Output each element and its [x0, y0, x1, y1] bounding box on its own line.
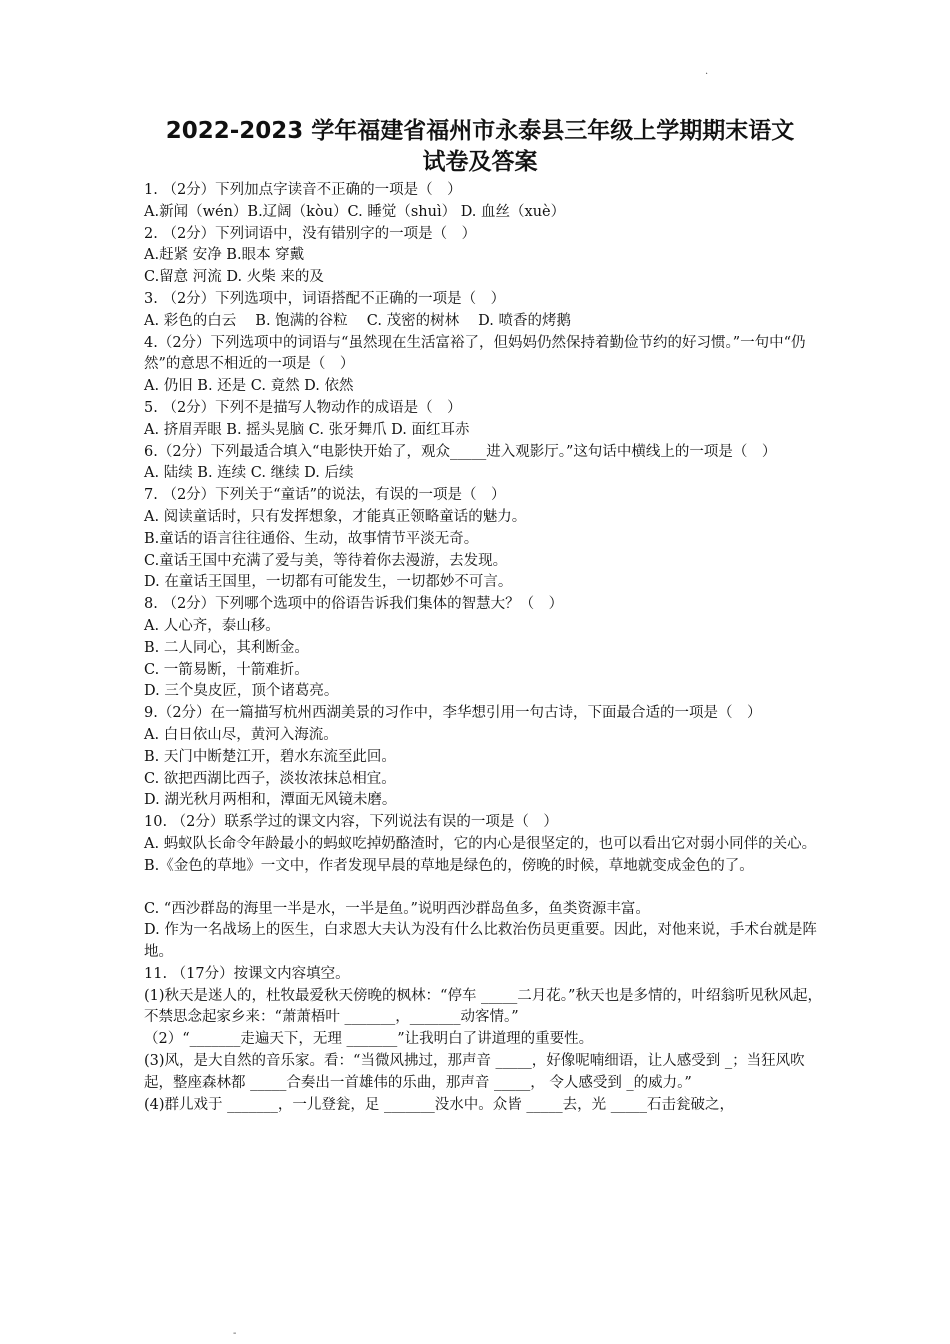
- question-11-part-4: (4)群儿戏于 _______，一儿登瓮，足 _______没水中。众皆 _____去，光 _____石击瓮破之，: [144, 1096, 734, 1113]
- question-1: 1. （2分）下列加点字读音不正确的一项是（ ）: [144, 182, 462, 198]
- top-page-mark: .: [705, 66, 709, 77]
- question-2-options-ab: A.赶紧 安净 B.眼本 穿戴: [144, 247, 305, 264]
- question-9-option-b: B. 天门中断楚江开，碧水东流至此回。: [144, 748, 396, 765]
- question-10-option-b: B.《金色的草地》一文中，作者发现早晨的草地是绿色的，傍晚的时候，草地就变成金色的了。: [144, 857, 754, 874]
- question-10: 10. （2分）联系学过的课文内容，下列说法有误的一项是（ ）: [144, 814, 558, 831]
- question-9-option-a: A. 白日依山尽，黄河入海流。: [144, 726, 338, 743]
- question-8-option-c: C. 一箭易断，十箭难折。: [144, 661, 309, 678]
- question-10-option-c: C. “西沙群岛的海里一半是水，一半是鱼。”说明西沙群岛鱼多，鱼类资源丰富。: [144, 900, 650, 917]
- question-2-options-cd: C.留意 河流 D. 火柴 来的及: [144, 269, 324, 286]
- question-8: 8. （2分）下列哪个选项中的俗语告诉我们集体的智慧大？（ ）: [144, 596, 564, 613]
- question-3: 3. （2分）下列选项中，词语搭配不正确的一项是（ ）: [144, 290, 506, 307]
- title-line-1: 2022-2023 学年福建省福州市永泰县三年级上学期期末语文: [165, 118, 795, 144]
- question-7: 7. （2分）下列关于“童话”的说法，有误的一项是（ ）: [144, 487, 506, 504]
- question-5: 5. （2分）下列不是描写人物动作的成语是（ ）: [144, 399, 462, 416]
- question-7-option-d: D. 在童话王国里，一切都有可能发生，一切都妙不可言。: [144, 574, 513, 591]
- question-7-option-b: B.童话的语言往往通俗、生动，故事情节平淡无奇。: [144, 530, 479, 547]
- document-title: [130, 116, 830, 178]
- question-list: [144, 180, 824, 1116]
- question-8-option-a: A. 人心齐，泰山移。: [144, 617, 280, 634]
- question-11-part-1: (1)秋天是迷人的，杜牧最爱秋天傍晚的枫林：“停车 _____二月花。”秋天也是多情的，叶绍翁听见秋风起，不禁思念起家乡来：“萧萧梧叶 _______，_______动客情。”: [144, 987, 822, 1026]
- question-5-options: A. 挤眉弄眼 B. 摇头晃脑 C. 张牙舞爪 D. 面红耳赤: [144, 421, 470, 438]
- question-6: 6.（2分）下列最适合填入“电影快开始了，观众_____进入观影厅。”这句话中横线上的一项是（ ）: [144, 443, 777, 460]
- question-3-options: A. 彩色的白云 B. 饱满的谷粒 C. 茂密的树林 D. 喷香的烤鹅: [144, 312, 572, 329]
- question-8-option-b: B. 二人同心，其利断金。: [144, 639, 309, 656]
- question-11-part-2: （2）“_______走遍天下，无理 _______”让我明白了讲道理的重要性。: [144, 1031, 594, 1048]
- question-7-option-c: C.童话王国中充满了爱与美，等待着你去漫游，去发现。: [144, 552, 508, 569]
- question-9-option-c: C. 欲把西湖比西子，淡妆浓抹总相宜。: [144, 770, 396, 787]
- question-9: 9.（2分）在一篇描写杭州西湖美景的习作中，李华想引用一句古诗，下面最合适的一项是（ ）: [144, 705, 762, 722]
- blank-line: [144, 878, 824, 899]
- question-8-option-d: D. 三个臭皮匠，顶个诸葛亮。: [144, 683, 339, 700]
- question-1-options: A.新闻（wén）B.辽阔（kòu）C. 睡觉（shuì） D. 血丝（xuè）: [144, 203, 566, 220]
- title-line-2: 试卷及答案: [422, 149, 538, 175]
- question-7-option-a: A. 阅读童话时，只有发挥想象，才能真正领略童话的魅力。: [144, 508, 527, 525]
- question-11-part-3: (3)风，是大自然的音乐家。看：“当微风拂过，那声音 _____，好像呢喃细语，让人感受到 _；当狂风吹起，整座森林都 _____合奏出一首雄伟的乐曲，那声音 _____， 令人感受到 _的威力。”: [144, 1053, 805, 1091]
- question-11: 11. （17分）按课文内容填空。: [144, 965, 350, 982]
- question-4-options: A. 仍旧 B. 还是 C. 竟然 D. 依然: [144, 378, 354, 395]
- question-2: 2. （2分）下列词语中，没有错别字的一项是（ ）: [144, 225, 477, 242]
- question-9-option-d: D. 湖光秋月两相和，潭面无风镜未磨。: [144, 792, 397, 809]
- question-10-option-d: D. 作为一名战场上的医生，白求恩大夫认为没有什么比救治伤员更重要。因此，对他来说，手术台就是阵地。: [144, 922, 817, 961]
- question-6-options: A. 陆续 B. 连续 C. 继续 D. 后续: [144, 465, 354, 482]
- bottom-page-mark: -: [233, 1328, 237, 1339]
- question-10-option-a: A. 蚂蚁队长命令年龄最小的蚂蚁吃掉奶酪渣时，它的内心是很坚定的，也可以看出它对弱小同伴的关心。: [144, 835, 817, 852]
- question-4: 4.（2分）下列选项中的词语与“虽然现在生活富裕了，但妈妈仍然保持着勤俭节约的好习惯。”一句中“仍然”的意思不相近的一项是（ ）: [144, 334, 806, 373]
